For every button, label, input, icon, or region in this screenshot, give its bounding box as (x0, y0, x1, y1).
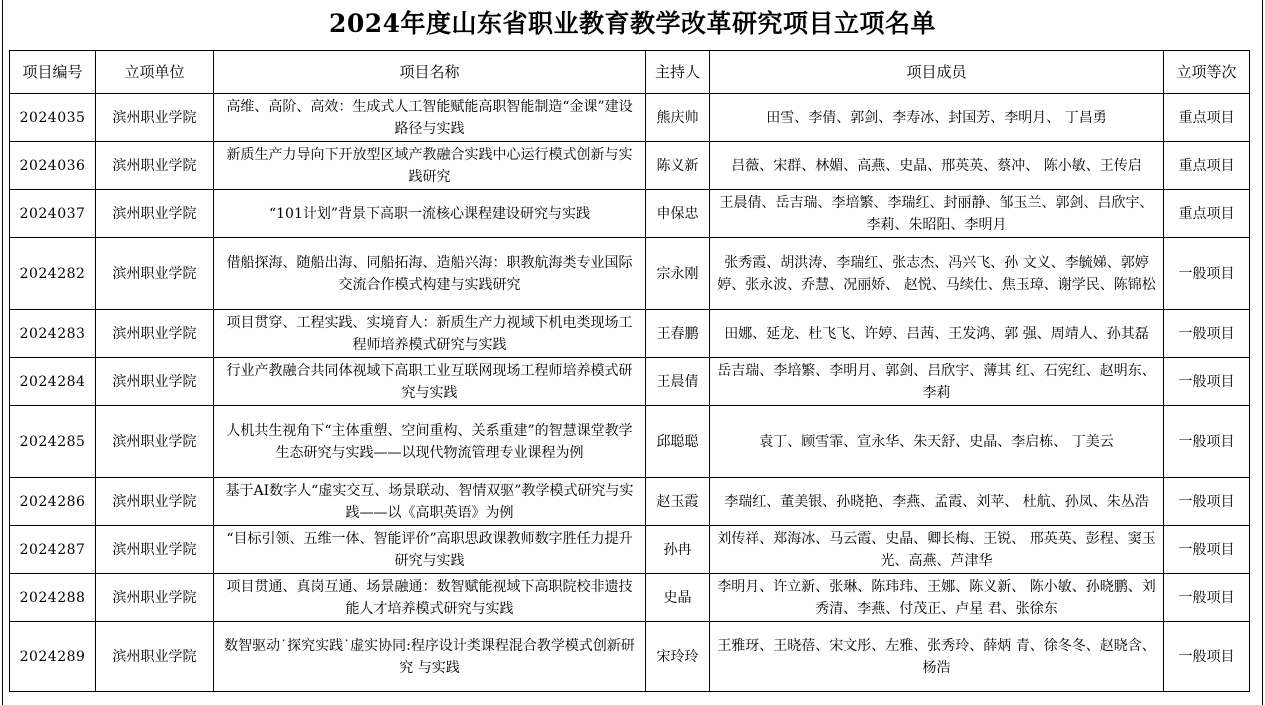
project-unit: 滨州职业学院 (96, 574, 214, 622)
project-members: 田雪、李倩、郭剑、李寿冰、封国芳、李明月、 丁昌勇 (710, 94, 1164, 142)
header-name: 项目名称 (214, 51, 646, 94)
project-unit: 滨州职业学院 (96, 622, 214, 692)
header-host: 主持人 (646, 51, 710, 94)
project-unit: 滨州职业学院 (96, 406, 214, 478)
project-code: 2024283 (10, 310, 96, 358)
project-members: 王雅玡、王晓蓓、宋文彤、左雅、张秀玲、薛炳 青、徐冬冬、赵晓含、杨浩 (710, 622, 1164, 692)
project-unit: 滨州职业学院 (96, 310, 214, 358)
project-members: 张秀霞、胡洪涛、李瑞红、张志杰、冯兴飞、孙 文义、李毓娣、郭婷婷、张永波、乔慧、况丽娇、 赵悦、马续仕、焦玉璋、谢学民、陈锦松 (710, 238, 1164, 310)
project-unit: 滨州职业学院 (96, 478, 214, 526)
project-name: 项目贯穿、工程实践、实境育人：新质生产力视域下机电类现场工程师培养模式研究与实践 (214, 310, 646, 358)
page-title: 2024年度山东省职业教育教学改革研究项目立项名单 (328, 9, 937, 38)
project-host: 宋玲玲 (646, 622, 710, 692)
project-name: 新质生产力导向下开放型区域产教融合实践中心运行模式创新与实践研究 (214, 142, 646, 190)
project-level: 重点项目 (1164, 190, 1250, 238)
project-name: 数智驱动˙探究实践˙虚实协同:程序设计类课程混合教学模式创新研究 与实践 (214, 622, 646, 692)
project-unit: 滨州职业学院 (96, 238, 214, 310)
project-level: 一般项目 (1164, 406, 1250, 478)
project-unit: 滨州职业学院 (96, 94, 214, 142)
table-row (10, 142, 1250, 190)
project-members: 袁丁、顾雪霏、宣永华、朱天舒、史晶、李启栋、 丁美云 (710, 406, 1164, 478)
project-code: 2024284 (10, 358, 96, 406)
project-members: 吕薇、宋群、林媚、高燕、史晶、邢英英、蔡冲、 陈小敏、王传启 (710, 142, 1164, 190)
project-name: “目标引领、五维一体、智能评价”高职思政课教师数字胜任力提升研究与实践 (214, 526, 646, 574)
header-unit: 立项单位 (96, 51, 214, 94)
project-host: 熊庆帅 (646, 94, 710, 142)
table-row (10, 622, 1250, 692)
table-row (10, 526, 1250, 574)
project-table (9, 50, 1250, 692)
project-host: 宗永刚 (646, 238, 710, 310)
table-row (10, 238, 1250, 310)
project-name: 行业产教融合共同体视域下高职工业互联网现场工程师培养模式研究与实践 (214, 358, 646, 406)
project-level: 重点项目 (1164, 142, 1250, 190)
project-level: 一般项目 (1164, 526, 1250, 574)
project-host: 邱聪聪 (646, 406, 710, 478)
project-code: 2024288 (10, 574, 96, 622)
header-code: 项目编号 (10, 51, 96, 94)
project-code: 2024285 (10, 406, 96, 478)
project-members: 李明月、许立新、张琳、陈玮玮、王娜、陈义新、 陈小敏、孙晓鹏、刘秀清、李燕、付茂正、卢星 君、张徐东 (710, 574, 1164, 622)
project-code: 2024287 (10, 526, 96, 574)
project-unit: 滨州职业学院 (96, 142, 214, 190)
project-code: 2024286 (10, 478, 96, 526)
table-row (10, 94, 1250, 142)
table-row (10, 478, 1250, 526)
table-row (10, 406, 1250, 478)
project-level: 一般项目 (1164, 358, 1250, 406)
project-name: “101计划”背景下高职一流核心课程建设研究与实践 (214, 190, 646, 238)
project-unit: 滨州职业学院 (96, 190, 214, 238)
project-level: 一般项目 (1164, 622, 1250, 692)
project-host: 王春鹏 (646, 310, 710, 358)
project-host: 申保忠 (646, 190, 710, 238)
header-row (10, 51, 1250, 94)
project-unit: 滨州职业学院 (96, 526, 214, 574)
project-members: 岳吉瑞、李培繁、李明月、郭剑、吕欣宇、薄其 红、石宪红、赵明东、李莉 (710, 358, 1164, 406)
project-unit: 滨州职业学院 (96, 358, 214, 406)
project-host: 陈义新 (646, 142, 710, 190)
table-row (10, 574, 1250, 622)
project-members: 王晨倩、岳吉瑞、李培繁、李瑞红、封丽静、邹玉兰、郭剑、吕欣宇、李莉、朱昭阳、李明月 (710, 190, 1164, 238)
project-level: 一般项目 (1164, 574, 1250, 622)
project-members: 刘传祥、郑海冰、马云霞、史晶、卿长梅、王锐、 邢英英、彭程、窦玉光、高燕、芦津华 (710, 526, 1164, 574)
project-code: 2024289 (10, 622, 96, 692)
project-host: 史晶 (646, 574, 710, 622)
project-members: 李瑞红、董美银、孙晓艳、李燕、孟霞、刘苹、 杜航、孙凤、朱丛浩 (710, 478, 1164, 526)
project-code: 2024035 (10, 94, 96, 142)
project-level: 一般项目 (1164, 310, 1250, 358)
project-code: 2024036 (10, 142, 96, 190)
project-members: 田娜、延龙、杜飞飞、许婷、吕茜、王发鸿、郭 强、周靖人、孙其磊 (710, 310, 1164, 358)
table-row (10, 190, 1250, 238)
project-host: 赵玉霞 (646, 478, 710, 526)
header-level: 立项等次 (1164, 51, 1250, 94)
header-members: 项目成员 (710, 51, 1164, 94)
project-code: 2024037 (10, 190, 96, 238)
table-row (10, 358, 1250, 406)
project-level: 一般项目 (1164, 238, 1250, 310)
project-name: 借船探海、随船出海、同船拓海、造船兴海：职教航海类专业国际交流合作模式构建与实践研究 (214, 238, 646, 310)
project-name: 高维、高阶、高效：生成式人工智能赋能高职智能制造“金课”建设路径与实践 (214, 94, 646, 142)
project-code: 2024282 (10, 238, 96, 310)
project-name: 人机共生视角下“主体重塑、空间重构、关系重建”的智慧课堂教学生态研究与实践——以现代物流管理专业课程为例 (214, 406, 646, 478)
project-name: 基于AI数字人“虚实交互、场景联动、智情双驱”教学模式研究与实践——以《高职英语》为例 (214, 478, 646, 526)
project-name: 项目贯通、真岗互通、场景融通：数智赋能视域下高职院校非遗技能人才培养模式研究与实践 (214, 574, 646, 622)
project-host: 孙冉 (646, 526, 710, 574)
table-row (10, 310, 1250, 358)
project-level: 一般项目 (1164, 478, 1250, 526)
project-level: 重点项目 (1164, 94, 1250, 142)
project-host: 王晨倩 (646, 358, 710, 406)
